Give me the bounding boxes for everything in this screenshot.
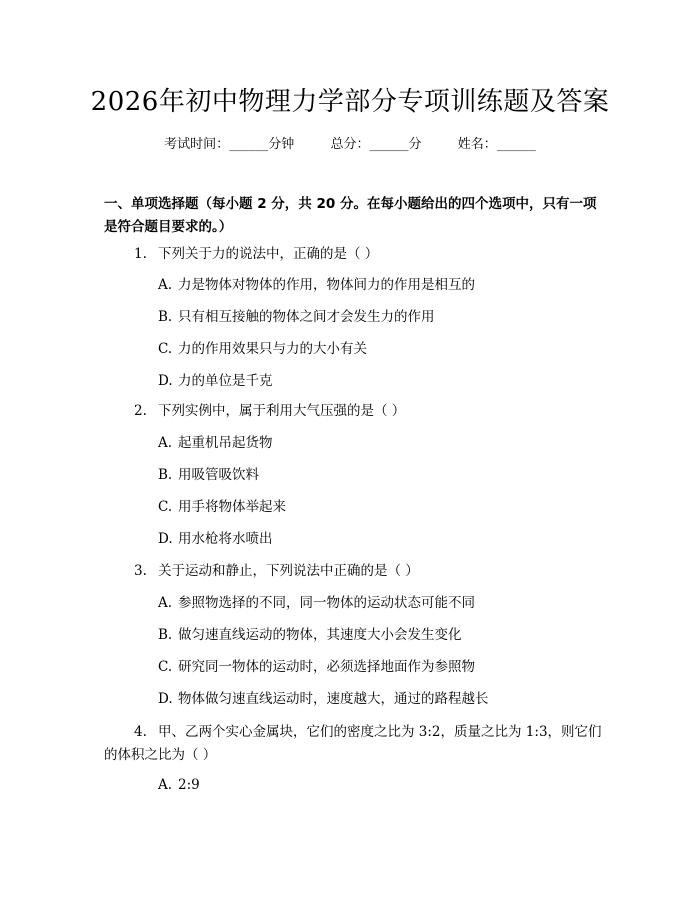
question-number: 1. <box>134 246 147 262</box>
option-3d: D. 物体做匀速直线运动时，速度越大，通过的路程越长 <box>158 691 489 707</box>
question-3 <box>134 560 604 583</box>
option-1a: A. 力是物体对物体的作用，物体间力的作用是相互的 <box>158 277 475 293</box>
option-2c: C. 用手将物体举起来 <box>158 499 286 515</box>
question-4 <box>104 721 604 767</box>
section-heading: 一、单项选择题（每小题 2 分，共 20 分。在每小题给出的四个选项中，只有一项是符合题目要求的。） <box>104 196 597 235</box>
document-title: 2026年初中物理力学部分专项训练题及答案 <box>90 87 610 117</box>
question-number: 2. <box>134 403 147 419</box>
score-label: 总分： <box>330 137 370 152</box>
question-stem: 甲、乙两个实心金属块，它们的密度之比为 3:2，质量之比为 1:3，则它们的体积之比为（ ） <box>104 724 602 763</box>
question-stem: 下列实例中，属于利用大气压强的是（ ） <box>158 403 406 419</box>
option-4a: A. 2:9 <box>158 777 200 793</box>
option-1c: C. 力的作用效果只与力的大小有关 <box>158 341 367 357</box>
score-unit: 分 <box>408 137 422 152</box>
option-2b: B. 用吸管吸饮料 <box>158 467 259 483</box>
option-3a: A. 参照物选择的不同，同一物体的运动状态可能不同 <box>158 595 475 611</box>
question-stem: 关于运动和静止，下列说法中正确的是（ ） <box>158 563 419 579</box>
time-unit: 分钟 <box>268 137 295 152</box>
name-blank: ______ <box>496 137 536 152</box>
option-2d: D. 用水枪将水喷出 <box>158 531 273 547</box>
option-1d: D. 力的单位是千克 <box>158 373 273 389</box>
question-1 <box>134 243 604 266</box>
option-2a: A. 起重机吊起货物 <box>158 435 273 451</box>
name-label: 姓名： <box>457 137 497 152</box>
score-blank: ______ <box>369 137 409 152</box>
question-number: 3. <box>134 563 147 579</box>
time-label: 考试时间： <box>164 137 230 152</box>
question-number: 4. <box>134 724 147 740</box>
time-blank: ______ <box>229 137 269 152</box>
option-3c: C. 研究同一物体的运动时，必须选择地面作为参照物 <box>158 659 475 675</box>
option-1b: B. 只有相互接触的物体之间才会发生力的作用 <box>158 309 435 325</box>
question-stem: 下列关于力的说法中，正确的是（ ） <box>158 246 379 262</box>
exam-meta <box>0 133 700 152</box>
question-2 <box>134 400 604 423</box>
option-3b: B. 做匀速直线运动的物体，其速度大小会发生变化 <box>158 627 462 643</box>
